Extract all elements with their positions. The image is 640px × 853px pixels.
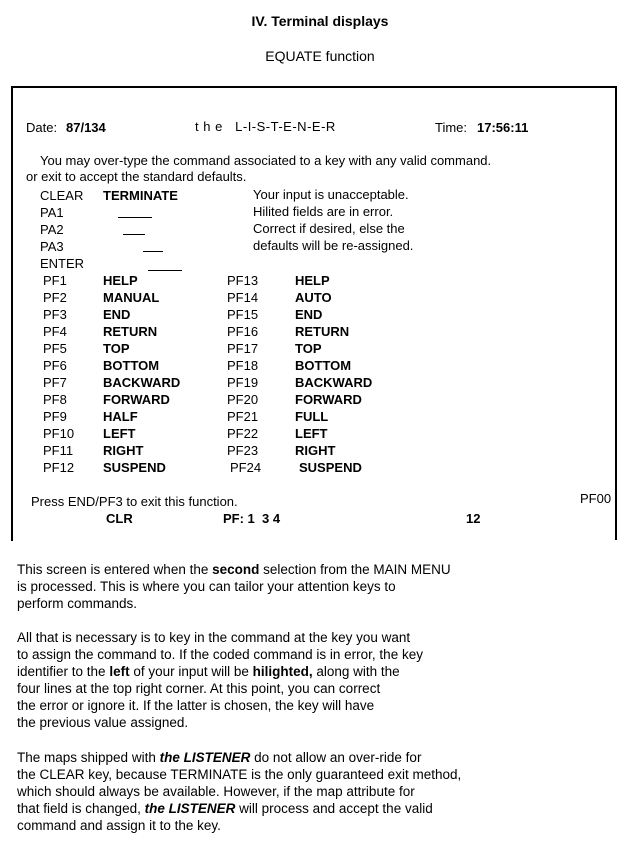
pf-key-command[interactable]: LEFT [103, 426, 136, 441]
pf-key-label: PF24 [230, 460, 262, 475]
text-line: perform commands. [17, 596, 138, 611]
pa2-input-field[interactable] [123, 222, 145, 240]
status-pf-indicator: PF: 1 3 4 [223, 511, 281, 526]
exit-instruction: Press END/PF3 to exit this function. [31, 494, 238, 509]
text-line: identifier to the left of your input will be hilighted, along with the [17, 664, 400, 679]
pf-key-command[interactable]: RIGHT [103, 443, 144, 458]
pf-key-label: PF6 [43, 358, 67, 373]
paragraph-3 [17, 749, 461, 834]
time-value: 17:56:11 [477, 120, 529, 135]
pf-key-label: PF13 [227, 273, 259, 288]
section-title: IV. Terminal displays [251, 13, 389, 29]
date-label: Date: [26, 120, 58, 135]
error-message-line-4: defaults will be re-assigned. [253, 238, 414, 253]
pa3-input-field[interactable] [143, 239, 163, 257]
pf-key-label: PF15 [227, 307, 259, 322]
pa1-key-label: PA1 [40, 205, 64, 220]
intro-line-1: You may over-type the command associated to a key with any valid command. [40, 153, 492, 168]
subsection-title: EQUATE function [265, 48, 375, 64]
pf-key-command[interactable]: AUTO [295, 290, 332, 305]
enter-input-field[interactable] [148, 258, 182, 276]
pf-key-label: PF2 [43, 290, 67, 305]
pa3-key-label: PA3 [40, 239, 64, 254]
text-line: is processed. This is where you can tailor your attention keys to [17, 579, 396, 594]
pf-key-label: PF12 [43, 460, 75, 475]
paragraph-1 [17, 561, 451, 612]
pf-key-label: PF20 [227, 392, 259, 407]
text-line: the previous value assigned. [17, 715, 189, 730]
paragraph-2 [17, 629, 423, 731]
text-line: that field is changed, the LISTENER will process and accept the valid [17, 801, 433, 816]
pf-key-label: PF16 [227, 324, 259, 339]
pf-key-label: PF10 [43, 426, 75, 441]
pf-key-command[interactable]: RETURN [295, 324, 350, 339]
pf-key-command[interactable]: FORWARD [295, 392, 362, 407]
text-line: All that is necessary is to key in the command at the key you want [17, 630, 411, 645]
frame-corner-mark [11, 515, 13, 541]
pf-key-label: PF17 [227, 341, 259, 356]
error-message-line-2: Hilited fields are in error. [253, 204, 394, 219]
pf-key-label: PF19 [227, 375, 259, 390]
error-message-line-1: Your input is unacceptable. [253, 187, 409, 202]
text-line: the error or ignore it. If the latter is chosen, the key will have [17, 698, 375, 713]
text-line: The maps shipped with the LISTENER do not allow an over-ride for [17, 750, 422, 765]
text-line: the CLEAR key, because TERMINATE is the only guaranteed exit method, [17, 767, 462, 782]
time-label: Time: [435, 120, 468, 135]
enter-key-label: ENTER [40, 256, 85, 271]
pf-key-command[interactable]: BACKWARD [295, 375, 373, 390]
pf-key-label: PF9 [43, 409, 67, 424]
pf-key-command[interactable]: BACKWARD [103, 375, 181, 390]
pf-key-command[interactable]: TOP [295, 341, 322, 356]
pf-key-label: PF7 [43, 375, 67, 390]
pa2-key-label: PA2 [40, 222, 64, 237]
pf-key-command[interactable]: BOTTOM [103, 358, 160, 373]
pf-key-label: PF3 [43, 307, 67, 322]
text-line: to assign the command to. If the coded command is in error, the key [17, 647, 423, 662]
text-line: four lines at the top right corner. At this point, you can correct [17, 681, 381, 696]
text-line: which should always be available. However, if the map attribute for [17, 784, 415, 799]
text-line: command and assign it to the key. [17, 818, 221, 833]
text-line: This screen is entered when the second selection from the MAIN MENU [17, 562, 451, 577]
screen-id: PF00 [580, 491, 612, 506]
pf-key-label: PF14 [227, 290, 259, 305]
status-count: 12 [466, 511, 481, 526]
date-value: 87/134 [66, 120, 106, 135]
pf-key-command[interactable]: END [295, 307, 323, 322]
pf-key-label: PF18 [227, 358, 259, 373]
pf-key-command[interactable]: RIGHT [295, 443, 336, 458]
error-message-line-3: Correct if desired, else the [253, 221, 405, 236]
pf-key-command[interactable]: RETURN [103, 324, 158, 339]
pf-key-label: PF8 [43, 392, 67, 407]
pf-key-command[interactable]: FULL [295, 409, 329, 424]
pf-key-command[interactable]: HELP [295, 273, 330, 288]
pf-key-label: PF22 [227, 426, 259, 441]
clear-key-command[interactable]: TERMINATE [103, 188, 178, 203]
pf-key-label: PF4 [43, 324, 67, 339]
pf-key-label: PF5 [43, 341, 67, 356]
pf-key-label: PF11 [43, 443, 74, 458]
pf-key-label: PF1 [43, 273, 67, 288]
pa1-input-field[interactable] [118, 205, 152, 223]
pf-key-command[interactable]: SUSPEND [299, 460, 362, 475]
app-title: t h e L-I-S-T-E-N-E-R [195, 119, 336, 134]
status-clr: CLR [106, 511, 133, 526]
pf-key-command[interactable]: HALF [103, 409, 138, 424]
pf-key-command[interactable]: LEFT [295, 426, 328, 441]
pf-key-label: PF21 [227, 409, 259, 424]
pf-key-command[interactable]: HELP [103, 273, 138, 288]
pf-key-label: PF23 [227, 443, 259, 458]
clear-key-label: CLEAR [40, 188, 84, 203]
pf-key-command[interactable]: MANUAL [103, 290, 160, 305]
pf-key-command[interactable]: SUSPEND [103, 460, 166, 475]
pf-key-command[interactable]: BOTTOM [295, 358, 352, 373]
pf-key-command[interactable]: FORWARD [103, 392, 170, 407]
pf-key-command[interactable]: END [103, 307, 131, 322]
pf-key-command[interactable]: TOP [103, 341, 130, 356]
intro-line-2: or exit to accept the standard defaults. [26, 169, 247, 184]
